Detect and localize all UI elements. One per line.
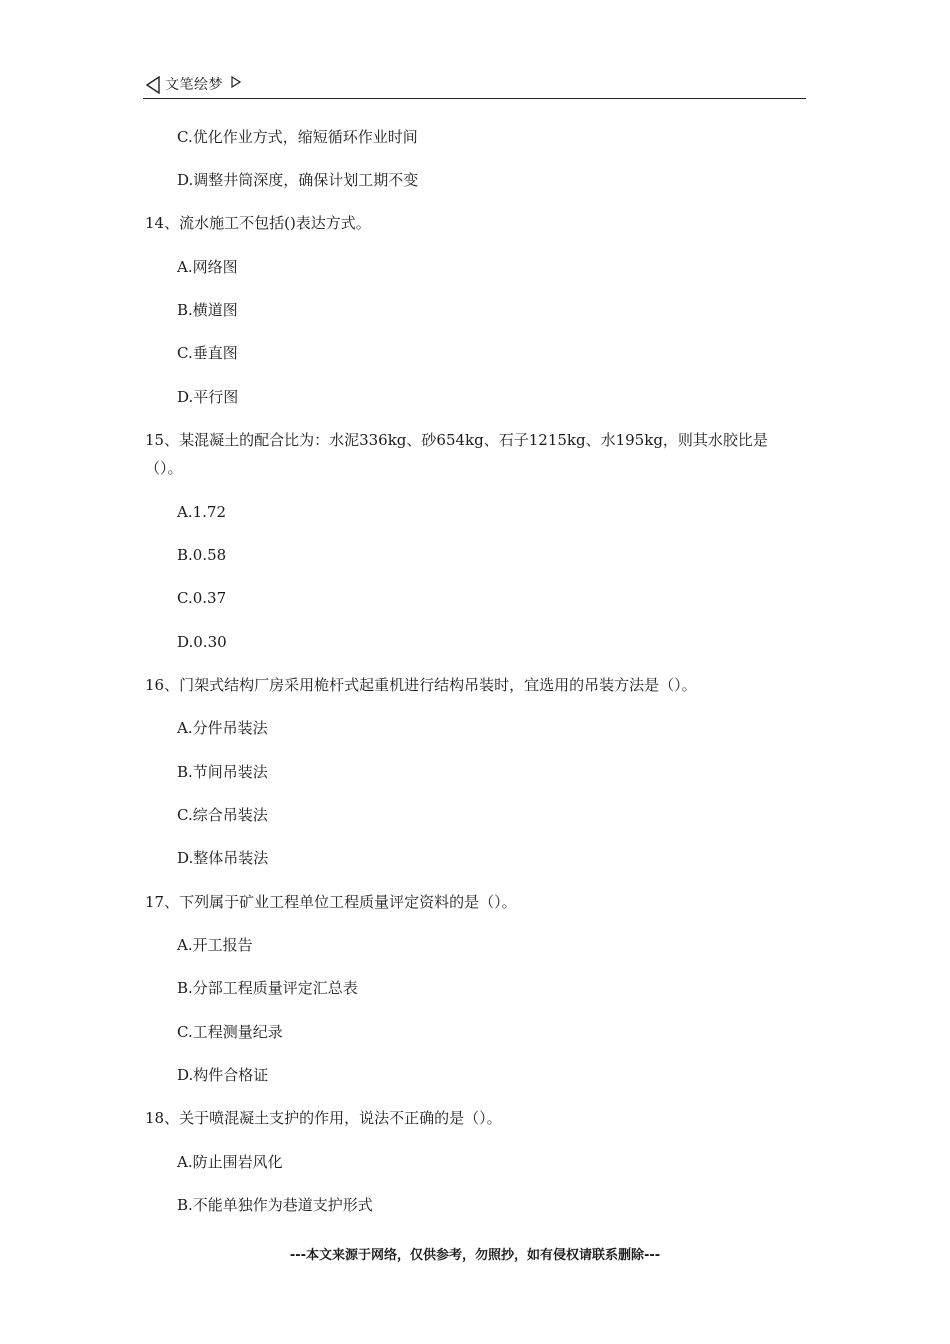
option-17-a: A.开工报告 xyxy=(177,936,253,954)
triangle-right-icon xyxy=(231,76,241,88)
question-15-line-2: （）。 xyxy=(145,459,183,477)
question-15-line-1: 15、某混凝土的配合比为：水泥336kg、砂654kg、石子1215kg、水195kg，则其水胶比是 xyxy=(145,431,768,449)
question-16: 16、门架式结构厂房采用桅杆式起重机进行结构吊装时，宜选用的吊装方法是（）。 xyxy=(145,676,697,694)
option-16-c: C.综合吊装法 xyxy=(177,806,268,824)
option-14-a: A.网络图 xyxy=(177,258,238,276)
triangle-left-icon xyxy=(145,76,161,94)
option-18-a: A.防止围岩风化 xyxy=(177,1153,283,1171)
option-16-d: D.整体吊装法 xyxy=(177,849,269,867)
option-16-b: B.节间吊装法 xyxy=(177,763,268,781)
option-14-d: D.平行图 xyxy=(177,388,239,406)
brand-title: 文笔绘梦 xyxy=(165,77,223,93)
option-17-c: C.工程测量纪录 xyxy=(177,1023,283,1041)
option-15-b: B.0.58 xyxy=(177,546,227,564)
option-16-a: A.分件吊装法 xyxy=(177,719,268,737)
option-15-c: C.0.37 xyxy=(177,589,227,607)
page-footer: ---本文来源于网络，仅供参考，勿照抄，如有侵权请联系删除--- xyxy=(289,1248,661,1263)
question-18: 18、关于喷混凝土支护的作用，说法不正确的是（）。 xyxy=(145,1109,502,1127)
option-13-d: D.调整井筒深度，确保计划工期不变 xyxy=(177,171,419,189)
option-15-a: A.1.72 xyxy=(177,503,226,521)
option-17-b: B.分部工程质量评定汇总表 xyxy=(177,979,358,997)
option-18-b: B.不能单独作为巷道支护形式 xyxy=(177,1196,373,1214)
page-header xyxy=(143,74,806,99)
option-14-c: C.垂直图 xyxy=(177,344,238,362)
option-17-d: D.构件合格证 xyxy=(177,1066,269,1084)
question-17: 17、下列属于矿业工程单位工程质量评定资料的是（）。 xyxy=(145,893,517,911)
option-14-b: B.横道图 xyxy=(177,301,238,319)
question-14: 14、流水施工不包括()表达方式。 xyxy=(145,214,371,232)
option-15-d: D.0.30 xyxy=(177,633,227,651)
option-13-c: C.优化作业方式，缩短循环作业时间 xyxy=(177,128,418,146)
